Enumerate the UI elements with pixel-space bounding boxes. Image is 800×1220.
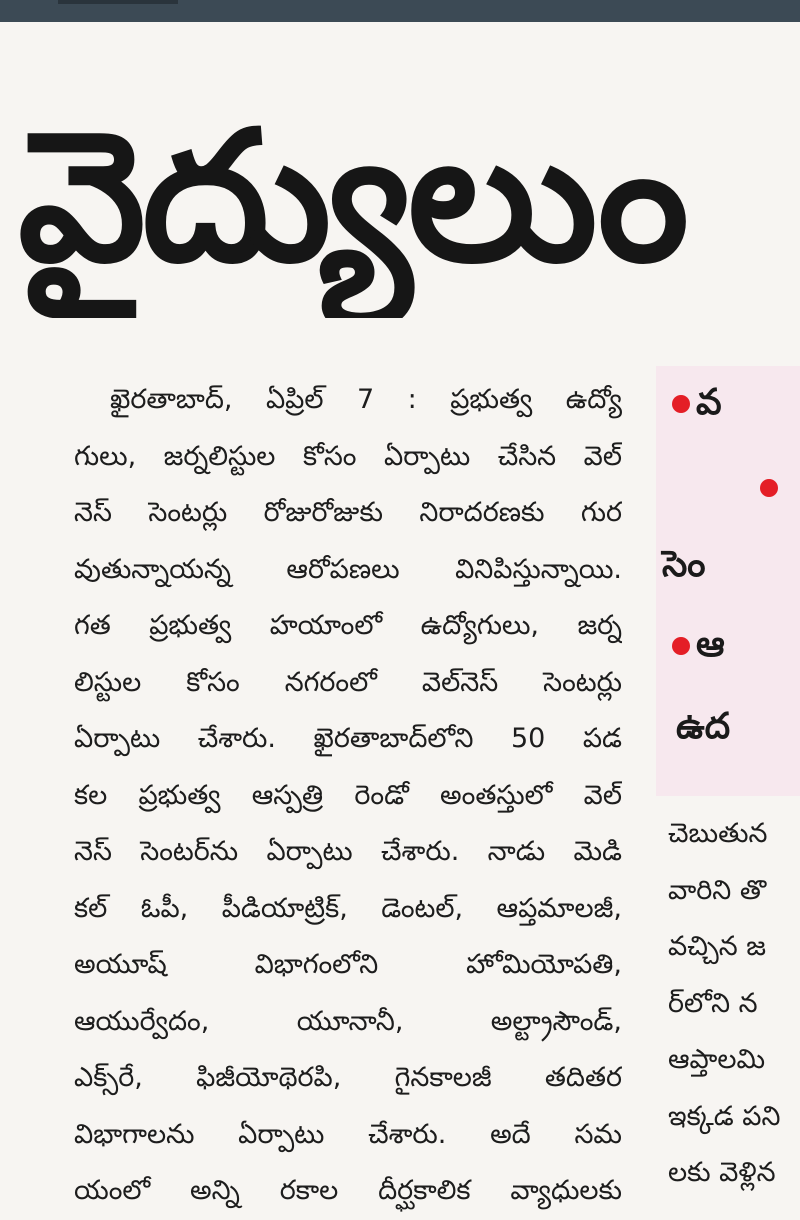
right-column-line: చెబుతున — [668, 818, 768, 849]
top-bar-tab — [58, 0, 178, 4]
highlight-item — [672, 624, 725, 674]
article-line: ఏర్పాటు చేశారు. ఖైరతాబాద్‌లోని 50 పడ — [74, 723, 622, 754]
highlight-box — [656, 366, 800, 796]
article-line: గత ప్రభుత్వ హయాంలో ఉద్యోగులు, జర్న — [74, 610, 622, 641]
highlight-text: ఉద — [676, 706, 731, 747]
right-column-line: ర్‌లోని న — [668, 987, 758, 1019]
article-line: యంలో అన్ని రకాల దీర్ఘకాలిక వ్యాధులకు — [74, 1175, 622, 1206]
bullet-icon — [672, 395, 690, 413]
article-line: విభాగాలను ఏర్పాటు చేశారు. అదే సమ — [74, 1118, 622, 1150]
right-column — [668, 806, 800, 1202]
top-bar — [0, 0, 800, 22]
article-line: వుతున్నాయన్న ఆరోపణలు వినిపిస్తున్నాయి. — [74, 553, 622, 585]
article-line: ఆయుర్వేదం, యూనానీ, అల్ట్రాసౌండ్, — [74, 1005, 622, 1037]
right-column-line: ఇక్కడ పని — [668, 1100, 781, 1132]
right-column-line: వారిని తొ — [668, 874, 767, 906]
article-line: నెస్ సెంటర్లు రోజురోజుకు నిరాదరణకు గుర — [74, 497, 622, 528]
headline: వైద్యులుం — [18, 93, 685, 302]
article-body — [74, 372, 622, 1220]
article-line: నెస్ సెంటర్‌ను ఏర్పాటు చేశారు. నాడు మెడి — [74, 836, 622, 867]
highlight-text: వ — [696, 382, 722, 423]
right-column-line: వచ్చిన జ — [668, 931, 766, 962]
article-line: గులు, జర్నలిస్టుల కోసం ఏర్పాటు చేసిన వెల్ — [74, 440, 622, 472]
article-line: ఎక్స్‌రే, ఫిజీయోథెరపి, గైనకాలజీ తదితర — [74, 1062, 622, 1093]
article-line: ఖైరతాబాద్, ఏప్రిల్ 7 : ప్రభుత్వ ఉద్యో — [110, 384, 622, 415]
bullet-icon — [760, 479, 778, 497]
right-column-line: లకు వెళ్లిన — [668, 1157, 776, 1188]
highlight-item — [672, 382, 722, 432]
article-line: అయూష్ విభాగంలోని హోమియోపతి, — [74, 949, 622, 980]
highlight-item — [760, 466, 784, 507]
highlight-text: ఆ — [696, 624, 725, 665]
article-line: లిస్టుల కోసం నగరంలో వెల్‌నెస్ సెంటర్లు — [74, 666, 622, 698]
highlight-text: సెం — [662, 544, 706, 585]
right-column-line: ఆప్తాలమి — [668, 1044, 766, 1075]
bullet-icon — [672, 637, 690, 655]
article-line: కల్ ఓపీ, పీడియాట్రిక్, డెంటల్, ఆప్తమాలజీ, — [74, 892, 622, 924]
article-line: కల ప్రభుత్వ ఆస్పత్రి రెండో అంతస్తులో వెల్ — [74, 779, 622, 811]
